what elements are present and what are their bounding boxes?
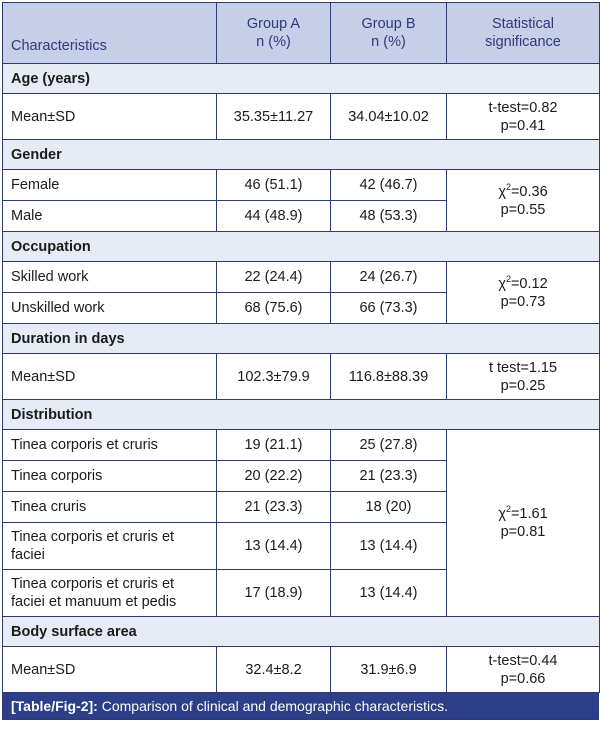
header-group-b: Group B n (%) [331, 3, 447, 64]
stat-body-surface-area: t-test=0.44 p=0.66 [447, 647, 600, 693]
table-row: Tinea corporis et cruris et faciei et manuum et pedis 17 (18.9) 13 (14.4) [3, 570, 600, 617]
stat-duration: t test=1.15 p=0.25 [447, 354, 600, 400]
table-row: Tinea corporis 20 (22.2) 21 (23.3) [3, 461, 600, 492]
section-body-surface-area: Body surface area [3, 617, 600, 647]
section-age: Age (years) [3, 64, 600, 94]
table-row: Mean±SD 32.4±8.2 31.9±6.9 t-test=0.44 p=0.66 [3, 647, 600, 693]
table-figure [2, 2, 599, 720]
section-distribution: Distribution [3, 400, 600, 430]
table-row: Tinea cruris 21 (23.3) 18 (20) [3, 492, 600, 523]
table-caption: [Table/Fig-2]: Comparison of clinical and demographic characteristics. [2, 693, 599, 720]
header-characteristics: Characteristics [3, 3, 217, 64]
table-row: Male 44 (48.9) 48 (53.3) [3, 201, 600, 232]
table-row: Mean±SD 102.3±79.9 116.8±88.39 t test=1.15 p=0.25 [3, 354, 600, 400]
header-group-a: Group A n (%) [217, 3, 331, 64]
table-row: Tinea corporis et cruris 19 (21.1) 25 (27.8) $\chi^2=1.61$ p=0.81 [3, 430, 600, 461]
section-duration: Duration in days [3, 324, 600, 354]
table-row: Mean±SD 35.35±11.27 34.04±10.02 t-test=0.82 p=0.41 [3, 94, 600, 140]
stat-distribution: $\chi^2=1.61$ p=0.81 [447, 430, 600, 617]
table-row: Tinea corporis et cruris et faciei 13 (14.4) 13 (14.4) [3, 523, 600, 570]
section-occupation: Occupation [3, 232, 600, 262]
table-row: Female 46 (51.1) 42 (46.7) $\chi^2=0.36$ p=0.55 [3, 170, 600, 201]
stat-occupation: $\chi^2=0.12$ p=0.73 [447, 262, 600, 324]
header-statistical-significance: Statistical significance [447, 3, 600, 64]
stat-age: t-test=0.82 p=0.41 [447, 94, 600, 140]
table-row: Skilled work 22 (24.4) 24 (26.7) $\chi^2=0.12$ p=0.73 [3, 262, 600, 293]
section-gender: Gender [3, 140, 600, 170]
characteristics-table [2, 2, 600, 693]
header-row [3, 3, 600, 64]
stat-gender: $\chi^2=0.36$ p=0.55 [447, 170, 600, 232]
table-row: Unskilled work 68 (75.6) 66 (73.3) [3, 293, 600, 324]
